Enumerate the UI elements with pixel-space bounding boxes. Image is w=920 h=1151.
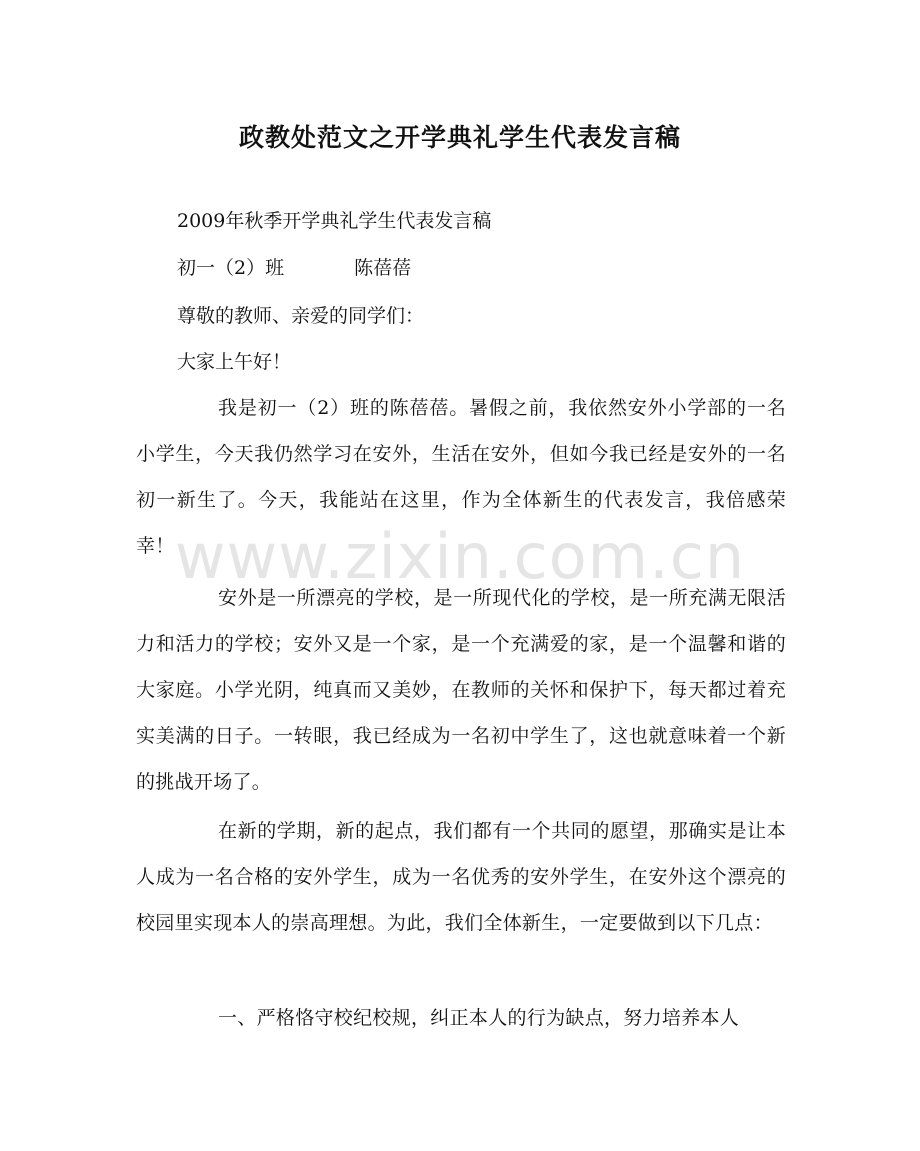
class-name: 初一（2）班 [177,257,285,279]
paragraph-2: 安外是一所漂亮的学校，是一所现代化的学校，是一所充满无限活力和活力的学校；安外又是一个家，是一个充满爱的家，是一个温馨和谐的大家庭。小学光阴，纯真而又美妙，在教师的关怀和保护下，每天都过着充实美满的日子。一转眼，我已经成为一名初中学生了，这也就意味着一个新的挑战开场了。 [136,587,786,793]
watermark: www.zixin.com.cn [174,520,746,593]
author-name: 陈蓓蓓 [354,257,412,279]
salutation: 尊敬的教师、亲爱的同学们： [177,305,425,327]
paragraph-3: 在新的学期，新的起点，我们都有一个共同的愿望，那确实是让本人成为一名合格的安外学生，成为一名优秀的安外学生，在安外这个漂亮的校园里实现本人的崇高理想。为此，我们全体新生，一定要做到以下几点： [136,820,786,934]
greeting: 大家上午好！ [177,351,292,373]
class-author-line [177,256,411,280]
subtitle-line: 2009年秋季开学典礼学生代表发言稿 [177,210,492,232]
paragraph-4: 一、严格恪守校纪校规，纠正本人的行为缺点，努力培养本人 [218,1007,740,1029]
paragraph-1: 我是初一（2）班的陈蓓蓓。暑假之前，我依然安外小学部的一名小学生，今天我仍然学习在安外，生活在安外，但如今我已经是安外的一名初一新生了。今天，我能站在这里，作为全体新生的代表发言，我倍感荣幸！ [136,397,786,557]
document-title: 政教处范文之开学典礼学生代表发言稿 [238,123,681,152]
